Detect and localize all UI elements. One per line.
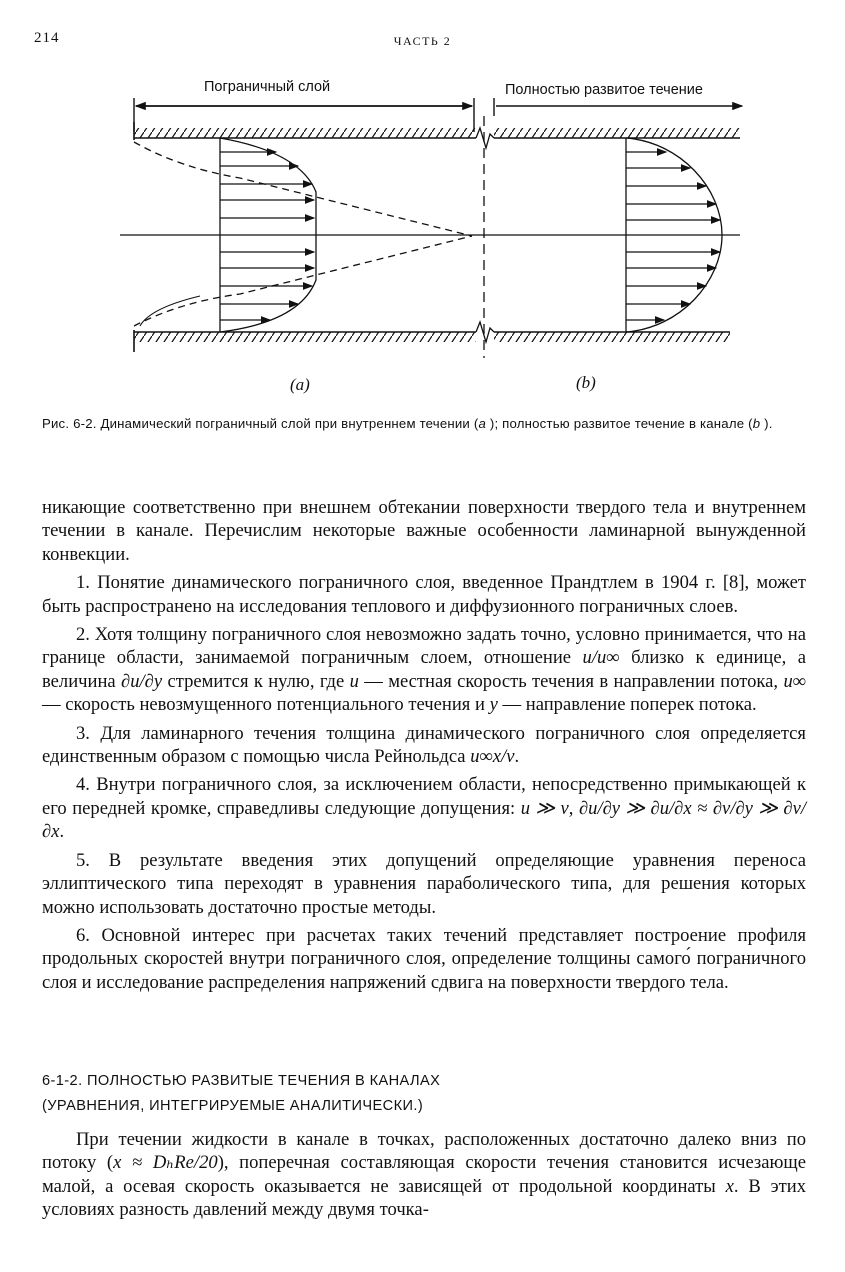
list-item-2: 2. Хотя толщину пограничного слоя невозможно задать точно, условно принимается, что на границе области, занимаемой пограничным слоем, отношение u/u∞ близко к единице, а величина ∂u/∂y стремится к нулю, где u — местная скорость течения в направлении потока, u∞ — скорость невозмущенного потенциального течения и y — направление поперек потока. <box>42 624 807 716</box>
running-title: ЧАСТЬ 2 <box>393 34 452 48</box>
caption-ref-b: b <box>752 416 761 431</box>
list-item-1: 1. Понятие динамического пограничного слоя, введенное Прандтлем в 1904 г. [8], может быть распространено на исследования теплового и диффузионного пограничных слоев. <box>42 572 806 617</box>
caption-ref-a: a <box>478 416 486 431</box>
label-boundary-layer: Пограничный слой <box>204 79 331 95</box>
subfigure-label-b: (b) <box>576 373 596 392</box>
section-heading-line-1: 6-1-2. ПОЛНОСТЬЮ РАЗВИТЫЕ ТЕЧЕНИЯ В КАНАЛАХ <box>42 1073 441 1089</box>
list-item-6: 6. Основной интерес при расчетах таких течений представляет построение профиля продольных скоростей внутри пограничного слоя, определение толщины самого́ пограничного слоя и исследование распределения напряжений сдвига на поверхности твердого тела. <box>42 924 806 993</box>
lower-wall <box>134 322 730 352</box>
figure-6-2 <box>0 60 845 400</box>
paragraph-fully-developed: При течении жидкости в канале в точках, расположенных достаточно далеко вниз по потоку (x ≈ DₕRe/20), поперечная составляющая скорости течения становится исчезающе малой, а осевая скорость оказывается не зависящей от продольной координаты x. В этих условиях разность давлений между двумя точка- <box>42 1129 806 1221</box>
caption-text-2: ); полностью развитое течение в канале ( <box>486 416 753 431</box>
subfigure-label-a: (a) <box>290 375 310 394</box>
boundary-layer-edge-lower <box>134 236 472 326</box>
dimension-fully-developed <box>494 98 742 116</box>
page-number: 214 <box>34 30 60 46</box>
caption-text-3: ). <box>760 416 773 431</box>
caption-text-1: Рис. 6-2. Динамический пограничный слой при внутреннем течении ( <box>42 416 479 431</box>
boundary-layer-edge-upper <box>134 142 472 236</box>
list-item-5: 5. В результате введения этих допущений определяющие уравнения переноса эллиптического типа переходят в уравнения параболического типа, для решения которых можно использовать достаточно простые методы. <box>42 849 806 918</box>
figure-caption <box>42 415 807 433</box>
body-text <box>42 496 806 999</box>
list-item-3: 3. Для ламинарного течения толщина динамического пограничного слоя определяется единственным образом с помощью числа Рейнольдса u∞x/ν. <box>42 722 806 768</box>
upper-wall <box>134 122 740 148</box>
paragraph-continuation: никающие соответственно при внешнем обтекании поверхности твердого тела и внутреннем течении в канале. Перечислим некоторые важные особенности ламинарной вынужденной конвекции. <box>42 497 806 565</box>
label-fully-developed: Полностью развитое течение <box>505 82 703 98</box>
list-item-4: 4. Внутри пограничного слоя, за исключением области, непосредственно примыкающей к его передней кромке, справедливы следующие допущения: u ≫ v, ∂u/∂y ≫ ∂u/∂x ≈ ∂v/∂y ≫ ∂v/∂x. <box>42 774 807 843</box>
final-paragraph <box>42 1128 806 1227</box>
section-heading-line-2: (УРАВНЕНИЯ, ИНТЕГРИРУЕМЫЕ АНАЛИТИЧЕСКИ.) <box>42 1098 424 1114</box>
section-heading <box>42 1069 440 1119</box>
dimension-boundary-layer <box>134 98 474 132</box>
